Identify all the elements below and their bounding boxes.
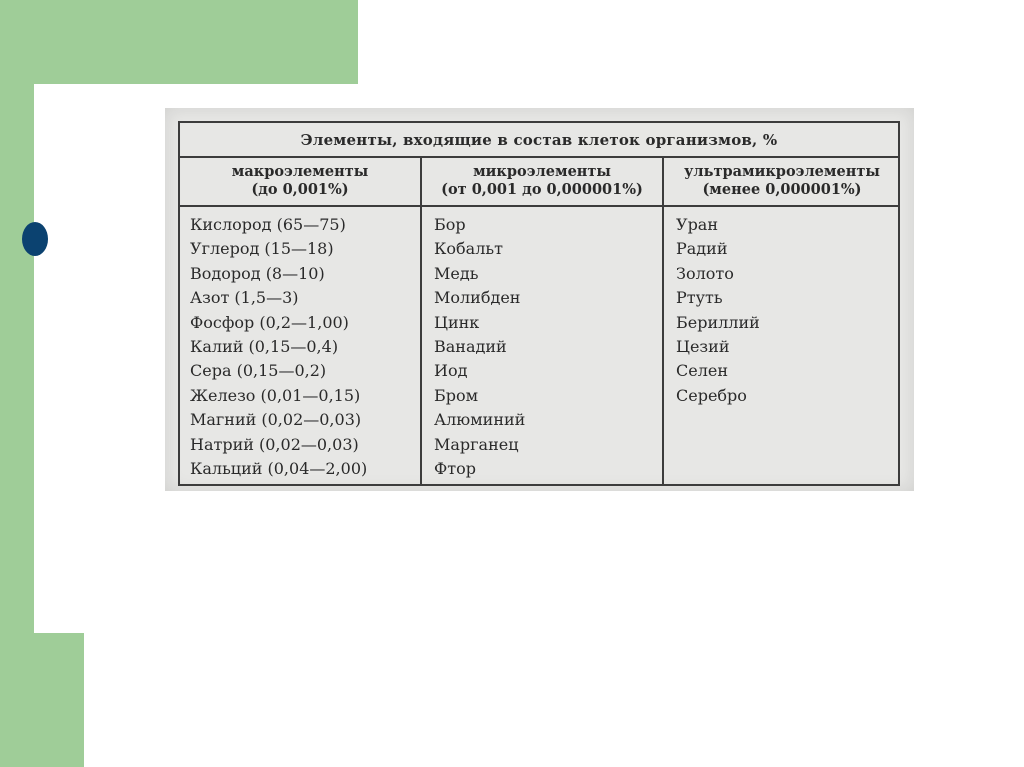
table-cell: Иод [434, 361, 468, 381]
table-cell: Водород (8—10) [190, 263, 325, 283]
header-micro [422, 156, 662, 205]
header-micro-range: (от 0,001 до 0,000001%) [441, 180, 643, 198]
table-cell: Бериллий [676, 312, 760, 332]
table-title-text: Элементы, входящие в состав клеток организмов, % [300, 130, 778, 149]
table-image [165, 108, 914, 491]
table-cell: Алюминий [434, 410, 526, 430]
slide-bullet-dot [22, 222, 48, 256]
header-macro-title: макроэлементы [231, 162, 369, 180]
table-cell: Кобальт [434, 239, 503, 259]
green-bottom-bar [0, 633, 84, 767]
column-divider [662, 156, 664, 484]
macro-column [190, 213, 367, 481]
table-cell: Кальций (0,04—2,00) [190, 459, 368, 479]
table-cell: Ванадий [434, 337, 507, 357]
table-cell: Фосфор (0,2—1,00) [190, 312, 349, 332]
header-ultra-title: ультрамикроэлементы [684, 162, 880, 180]
table-title [180, 123, 898, 158]
header-micro-title: микроэлементы [473, 162, 611, 180]
green-left-bar [0, 84, 34, 636]
table-cell: Магний (0,02—0,03) [190, 410, 362, 430]
header-ultra-range: (менее 0,000001%) [702, 180, 862, 198]
header-macro [180, 156, 420, 205]
ultra-column [676, 213, 760, 408]
header-macro-range: (до 0,001%) [251, 180, 349, 198]
table-cell: Калий (0,15—0,4) [190, 337, 339, 357]
table-cell: Цезий [676, 337, 730, 357]
table-cell: Радий [676, 239, 728, 259]
header-ultra [664, 156, 900, 205]
table-cell: Цинк [434, 312, 480, 332]
table-cell: Молибден [434, 288, 521, 308]
table-cell: Селен [676, 361, 729, 381]
column-divider [420, 156, 422, 484]
table-cell: Азот (1,5—3) [190, 288, 299, 308]
table-cell: Углерод (15—18) [190, 239, 334, 259]
table-cell: Сера (0,15—0,2) [190, 361, 327, 381]
elements-table [178, 121, 900, 486]
table-cell: Уран [676, 215, 719, 234]
table-cell: Золото [676, 263, 734, 283]
table-cell: Бром [434, 385, 479, 405]
table-cell: Медь [434, 263, 479, 283]
table-cell: Ртуть [676, 288, 723, 308]
green-top-bar [0, 0, 358, 84]
table-cell: Фтор [434, 459, 477, 479]
table-cell: Бор [434, 215, 466, 234]
table-cell: Железо (0,01—0,15) [190, 385, 361, 405]
table-cell: Натрий (0,02—0,03) [190, 434, 359, 454]
table-cell: Серебро [676, 385, 747, 405]
table-cell: Марганец [434, 434, 519, 454]
table-cell: Кислород (65—75) [190, 215, 346, 234]
micro-column [434, 213, 525, 481]
table-header-row [180, 156, 898, 207]
